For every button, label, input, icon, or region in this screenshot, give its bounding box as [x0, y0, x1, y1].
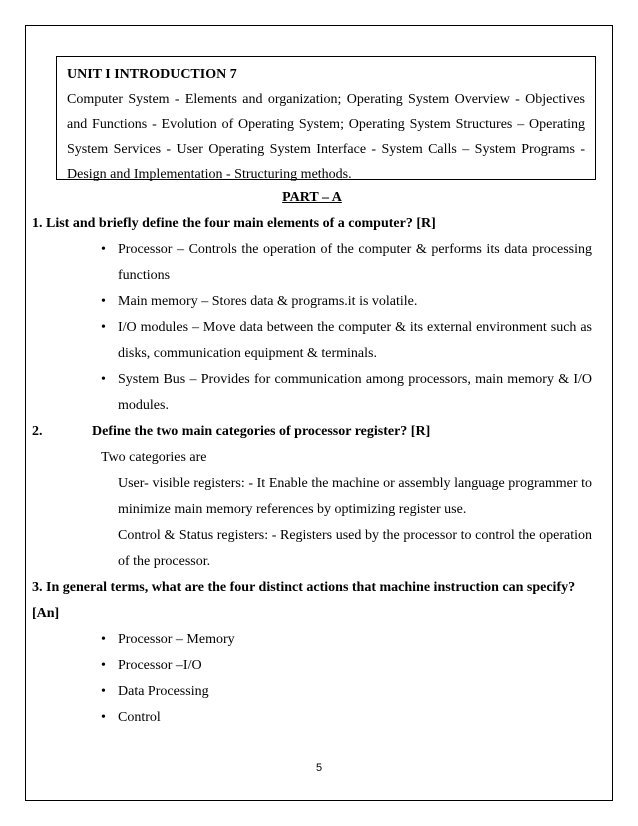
question-2-intro: Two categories are: [101, 450, 207, 465]
document-content: [32, 185, 592, 731]
bullet-icon: •: [101, 632, 106, 647]
unit-syllabus-box: [56, 56, 596, 180]
question-2-para-1: User- visible registers: - It Enable the machine or assembly language programmer to minimize main memory references by optimizing register use.: [118, 476, 592, 517]
list-item: [32, 315, 592, 367]
bullet-icon: •: [101, 320, 106, 335]
question-2-text: Define the two main categories of processor register? [R]: [92, 424, 431, 439]
list-item: [32, 237, 592, 289]
question-2-number: 2.: [32, 424, 43, 439]
page-number: 5: [315, 762, 323, 774]
unit-title: UNIT I INTRODUCTION 7: [67, 67, 237, 82]
question-3-list: [32, 627, 592, 731]
list-item: [32, 627, 592, 653]
bullet-icon: •: [101, 658, 106, 673]
list-item-text: System Bus – Provides for communication among processors, main memory & I/O modules.: [118, 372, 592, 413]
bullet-icon: •: [101, 294, 106, 309]
list-item-text: Main memory – Stores data & programs.it is volatile.: [118, 294, 418, 309]
question-2-para-2: Control & Status registers: - Registers used by the processor to control the operation of the processor.: [118, 528, 592, 569]
bullet-icon: •: [101, 242, 106, 257]
list-item: [32, 289, 592, 315]
question-3: 3. In general terms, what are the four distinct actions that machine instruction can specify? [An]: [32, 580, 576, 621]
list-item: [32, 679, 592, 705]
list-item-text: Data Processing: [118, 684, 209, 699]
part-heading: PART – A: [282, 190, 342, 205]
list-item: [32, 367, 592, 419]
bullet-icon: •: [101, 372, 106, 387]
list-item-text: Control: [118, 710, 161, 725]
question-2: [32, 419, 592, 445]
unit-body: Computer System - Elements and organization; Operating System Overview - Objectives and Functions - Evolution of Operating System; Operating System Structures – Operating System Services - User Operating System Interface - System Calls – System Programs - Design and Implementation - Structuring methods.: [67, 92, 585, 182]
question-1-list: [32, 237, 592, 419]
bullet-icon: •: [101, 684, 106, 699]
list-item: [32, 705, 592, 731]
list-item: [32, 653, 592, 679]
list-item-text: Processor –I/O: [118, 658, 202, 673]
question-1: 1. List and briefly define the four main elements of a computer? [R]: [32, 216, 436, 231]
list-item-text: Processor – Memory: [118, 632, 235, 647]
bullet-icon: •: [101, 710, 106, 725]
list-item-text: I/O modules – Move data between the computer & its external environment such as disks, communication equipment & terminals.: [118, 320, 592, 361]
list-item-text: Processor – Controls the operation of the computer & performs its data processing functions: [118, 242, 592, 283]
